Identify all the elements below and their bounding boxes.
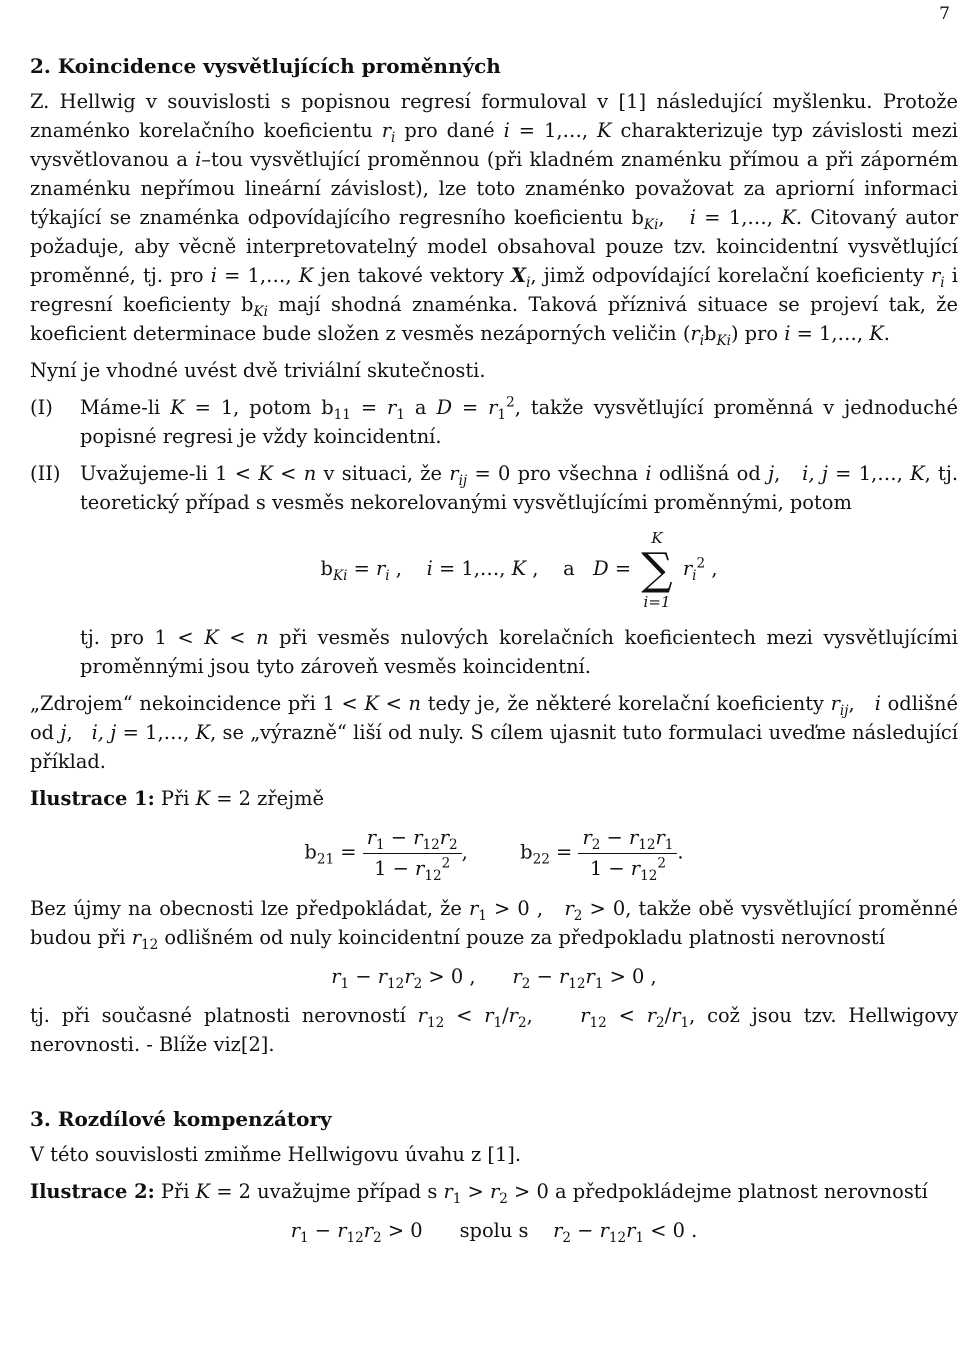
illustration-2-label: Ilustrace 2: xyxy=(30,1180,155,1203)
item-i-text: Máme-li K = 1, potom $b_{11} = r_1$ a $D = r_1^2$, takže vysvětlující proměnná v jednoduché popisné regresi je vždy koincidentní. xyxy=(80,394,958,448)
section-3-heading: 3. Rozdílové kompenzátory xyxy=(30,1107,332,1131)
illustration-1-label: Ilustrace 1: xyxy=(30,787,155,810)
summation: K ∑ i=1 xyxy=(641,529,673,611)
fraction-b22: $\frac{r_2 - r_{12}r_1}{1 - r_{12}^2}$ xyxy=(578,823,677,884)
equation-inequalities-1: $r_1 - r_{12}r_2 > 0$ , $r_2 - r_{12}r_1 > 0$ , xyxy=(331,965,657,992)
paragraph-hellwig: Z. Hellwig v souvislosti s popisnou regresí formuloval v [1] následující myšlenku. Protože znaménko korelačního koeficientu $r_i$ pro dané i = 1,…, K charakterizuje typ závislosti mezi vysvětlovanou a i–tou vysvětlující proměnnou (při kladném znaménku přímou a při záporném znaménku nepřímou lineární závislost), lze toto znaménko považovat za apriorní informaci týkající se znaménka odpovídajícího regresního koeficientu $b_{Ki}$, i = 1,…, K. Citovaný autor požaduje, aby věcně interpretovatelný model obsahoval pouze tzv. koincidentní vysvětlující proměnné, tj. pro i = 1,…, K jen takové vektory $X_i$, jimž odpovídající korelační koeficienty $r_i$ i regresní koeficienty $b_{Ki}$ mají shodná znaménka. Taková příznivá situace se projeví tak, že koeficient determinace bude složen z vesměs nezáporných veličin $(r_ib_{Ki})$ pro i = 1,…, K. xyxy=(30,90,959,349)
document-page xyxy=(30,0,958,1255)
item-i-label: (I) xyxy=(30,396,53,419)
item-ii-after: tj. pro 1 < K < n při vesměs nulových korelačních koeficientech mezi vysvětlujícími proměnnými jsou tyto zároveň vesměs koincidentní. xyxy=(80,626,958,678)
paragraph-zdrojem: „Zdrojem“ nekoincidence při 1 < K < n tedy je, že některé korelační koeficienty $r_{ij}$, i odlišné od j, i, j = 1,…, K, se „výrazně“ liší od nuly. S cílem ujasnit tuto formulaci uveďme následující příklad. xyxy=(30,692,959,773)
item-ii-text: Uvažujeme-li 1 < K < n v situaci, že $r_{ij} = 0$ pro všechna i odlišná od j, i, j = 1,…, K, tj. teoretický případ s vesměs nekorelovanými vysvětlujícími proměnnými, potom $b_{Ki} = r_i$ , i = 1,…, K , a D = K ∑ i=1 $r_i^2$ , tj. pro 1 < K < n při vesměs nulových korelačních koeficientech mezi vysvětlujícími proměnnými jsou tyto zároveň vesměs koincidentní. xyxy=(80,462,958,678)
paragraph-trivial: Nyní je vhodné uvést dvě triviální skutečnosti. xyxy=(30,359,486,382)
paragraph-souvislost: V této souvislosti zmiňme Hellwigovu úvahu z [1]. xyxy=(30,1143,522,1166)
fraction-b21: $\frac{r_1 - r_{12}r_2}{1 - r_{12}^2}$ xyxy=(363,823,462,884)
paragraph-hellwig-inequalities: tj. při současné platnosti nerovností $r_{12} < r_1/r_2$, $r_{12} < r_2/r_1$, což jsou tzv. Hellwigovy nerovnosti. - Blíže viz[2]. xyxy=(30,1004,958,1056)
item-ii xyxy=(30,459,958,681)
illustration-2: Ilustrace 2: Při K = 2 uvažujme případ s $r_1 > r_2 > 0$ a předpokládejme platnost nerovností xyxy=(30,1180,928,1207)
equation-b21-b22: $b_{21}$ = $\frac{r_1 - r_{12}r_2}{1 - r_{12}^2}$ , $b_{22}$ = $\frac{r_2 - r_{12}r_1}{1 - r_{12}^2}$ . xyxy=(30,823,958,884)
equation-inequalities-2: $r_1 - r_{12}r_2 > 0$ spolu s $r_2 - r_{12}r_1 < 0$ . xyxy=(290,1219,698,1246)
conjunction-spolu-s: spolu s xyxy=(459,1219,529,1242)
paragraph-bez-ujmy: Bez újmy na obecnosti lze předpokládat, že $r_1 > 0$ , $r_2 > 0$, takže obě vysvětlující proměnné budou při $r_{12}$ odlišném od nuly koincidentní pouze za předpokladu platnosti nerovností xyxy=(30,897,958,953)
equation-sum: $b_{Ki} = r_i$ , i = 1,…, K , a D = K ∑ i=1 $r_i^2$ , xyxy=(320,529,718,611)
item-ii-label: (II) xyxy=(30,462,61,485)
section-2-heading: 2. Koincidence vysvětlujících proměnných xyxy=(30,54,501,78)
illustration-1: Ilustrace 1: Při K = 2 zřejmě xyxy=(30,787,325,810)
page-number: 7 xyxy=(939,4,950,24)
item-i xyxy=(30,393,958,451)
